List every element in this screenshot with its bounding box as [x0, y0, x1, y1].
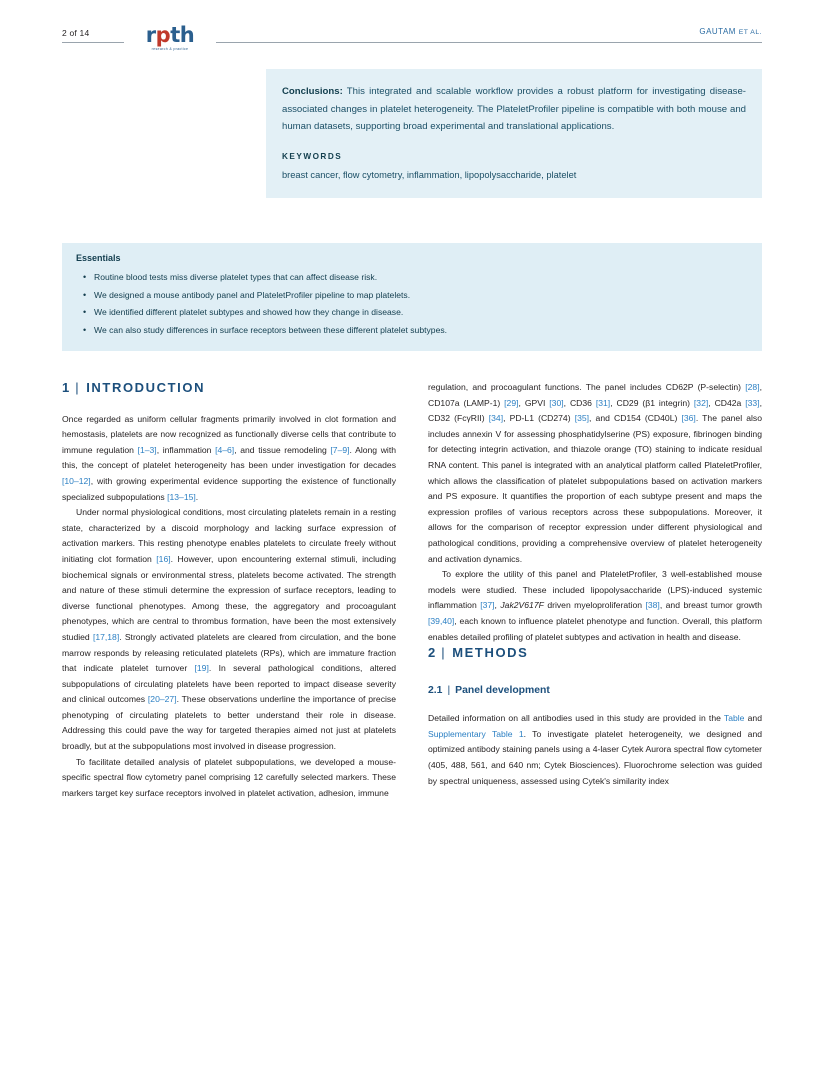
subsection-separator: | [447, 684, 451, 696]
table-link[interactable]: Table [723, 713, 745, 724]
citation-link[interactable]: [7–9] [330, 444, 350, 455]
subsection-number: 2.1 [428, 684, 443, 696]
citation-link[interactable]: [35] [574, 413, 590, 424]
essentials-title: Essentials [76, 253, 121, 263]
subsection-title: Panel development [455, 684, 550, 696]
paragraph-intro-1: Once regarded as uniform cellular fragments primarily involved in clot formation and hemostasis, platelets are now recognized as functionally diverse cells that contribute to immune regulation [1–3], inflammation [4–6], and tissue remodeling [7–9]. Along with this, the concept of platelet heterogeneity has been under investigation for decades [10–12], with growing experimental evidence supporting the existence of functionally specialized subpopulations [13–15]. [62, 413, 396, 502]
citation-link[interactable]: [10–12] [62, 475, 91, 486]
citation-link[interactable]: [1–3] [137, 444, 157, 455]
running-head [699, 27, 762, 36]
section-heading-methods [428, 645, 762, 661]
paragraph-intro-4: To explore the utility of this panel and PlateletProfiler, 3 well-established mouse models were studied. These included lipopolysaccharide (LPS)-induced systemic inflammation [37], Jak2V617F driven myeloproliferation [38], and breast tumor growth [39,40], each known to influence platelet phenotype and function. Overall, this platform enables detailed profiling of platelet subtypes and activation in health and disease. [428, 569, 763, 642]
journal-logo [124, 24, 216, 58]
page-header [62, 24, 762, 64]
paragraph-intro-3-cont: regulation, and procoagulant functions. The panel includes CD62P (P-selectin) [28], CD107a (LAMP-1) [29], GPVI [30], CD36 [31], CD29 (β1 integrin) [32], CD42a [33], CD32 (FcγRII) [34], PD-L1 (CD274) [35], and CD154 (CD40L) [36]. The panel also includes annexin V for assessing phosphatidylserine (PS) exposure, fibrinogen binding for detecting integrin activation, and thiazole orange (TO) staining to indicate residual RNA content. This panel is integrated with an analytical platform called PlateletProfiler, which allows the classification of platelet subpopulations based on activation markers and PS exposure. It quantifies the proportion of each subtype present and maps the expression profiles of various receptors across these subpopulations. Moreover, it allows for the comparison of receptor expression under different physiological and pathological conditions, providing a comprehensive overview of platelet heterogeneity and activation dynamics. [428, 382, 762, 564]
citation-link[interactable]: [30] [549, 397, 564, 408]
citation-link[interactable]: [39,40] [428, 615, 455, 626]
citation-link[interactable]: [32] [693, 397, 709, 408]
paragraph-intro-3-start: To facilitate detailed analysis of platelet subpopulations, we developed a mouse-specific spectral flow cytometry panel comprising 12 carefully selected markers. These markers target key surface receptors involved in platelet activation, adhesion, immune [62, 756, 396, 798]
subsection-heading-panel-development [428, 683, 762, 699]
running-head-author: GAUTAM [699, 27, 736, 36]
section-separator: | [75, 380, 81, 395]
citation-link[interactable]: [17,18] [92, 631, 120, 642]
section-title: INTRODUCTION [86, 380, 206, 395]
supplementary-table-link[interactable]: Supplementary Table 1 [428, 728, 524, 739]
citation-link[interactable]: [36] [681, 413, 696, 424]
section-heading-introduction [62, 380, 396, 396]
conclusions-text [282, 83, 746, 136]
page-number: 2 of 14 [62, 28, 90, 38]
keywords-heading: KEYWORDS [282, 151, 343, 161]
citation-link[interactable]: [20–27] [147, 694, 177, 705]
conclusions-box [266, 69, 762, 198]
citation-link[interactable]: [4–6] [215, 444, 235, 455]
section-separator: | [441, 645, 447, 661]
citation-link[interactable]: [13–15] [167, 491, 196, 502]
conclusions-label: Conclusions: [282, 86, 343, 97]
running-head-etal: ET AL. [738, 29, 762, 36]
citation-link[interactable]: [16] [156, 553, 171, 564]
list-item: • We designed a mouse antibody panel and PlateletProfiler pipeline to map platelets. [94, 287, 748, 305]
keywords-list: breast cancer, flow cytometry, inflammation, lipopolysaccharide, platelet [282, 169, 577, 180]
essentials-box [62, 243, 762, 351]
journal-logo-mark: rpth [145, 23, 195, 47]
citation-link[interactable]: [28] [745, 382, 760, 392]
citation-link[interactable]: [31] [595, 397, 611, 408]
conclusions-body: This integrated and scalable workflow provides a robust platform for investigating disease-associated changes in platelet heterogeneity. The PlateletProfiler pipeline is compatible with both mouse and human datasets, supporting broad experimental and translational applications. [282, 86, 746, 132]
citation-link[interactable]: [19] [194, 663, 209, 674]
paragraph-intro-2: Under normal physiological conditions, most circulating platelets remain in a resting state, characterized by a discoid morphology and lacking surface expression of activation markers. This resting phenotype enables platelets to circulate freely without initiating clot formation [16]. However, upon encountering external stimuli, including biochemical signals or environmental stress, platelets become activated. The strength and nature of these stimuli determine the expression of surface receptors, leading to diverse functional phenotypes. Among these, the aggregatory and procoagulant phenotypes, which are central to thrombus formation, have been the most extensively studied [17,18]. Strongly activated platelets are cleared from circulation, and the bone marrow responds by releasing reticulated platelets (RPs), which are immature fraction that indicate platelet turnover [19]. In several pathological conditions, altered subpopulations of circulating platelets have been reported to impact disease severity and clinical outcomes [20–27]. These observations underline the importance of precise phenotyping of circulating platelets to better understand their role in disease. Addressing this could pave the way for targeted therapies aimed not just at platelets broadly, but at the subpopulations most involved in disease progression. [62, 507, 397, 752]
list-item: • We can also study differences in surface receptors between these different platelet subtypes. [94, 322, 748, 340]
citation-link[interactable]: [33] [745, 397, 760, 408]
body-column-left [62, 380, 396, 801]
paragraph-methods-1: Detailed information on all antibodies used in this study are provided in the Table and Supplementary Table 1. To investigate platelet heterogeneity, we designed and optimized antibody staining panels using a 4-laser Cytek Aurora spectral flow cytometer (405, 488, 561, and 640 nm; Cytek Biosciences). Fluorochrome selection was guided by spectral uniqueness, assessed using Cytek's similarity index [428, 713, 763, 786]
section-title: METHODS [452, 645, 529, 661]
section-number: 2 [428, 645, 436, 661]
list-item: • Routine blood tests miss diverse platelet types that can affect disease risk. [94, 269, 748, 287]
citation-link[interactable]: [34] [488, 413, 504, 424]
citation-link[interactable]: [29] [504, 397, 519, 408]
essentials-list [76, 269, 748, 339]
section-number: 1 [62, 380, 70, 395]
citation-link[interactable]: [37] [480, 600, 495, 611]
citation-link[interactable]: [38] [645, 600, 660, 611]
list-item: • We identified different platelet subtypes and showed how they change in disease. [94, 304, 748, 322]
journal-logo-subtitle: research & practice [151, 47, 189, 51]
body-column-right [428, 380, 762, 789]
